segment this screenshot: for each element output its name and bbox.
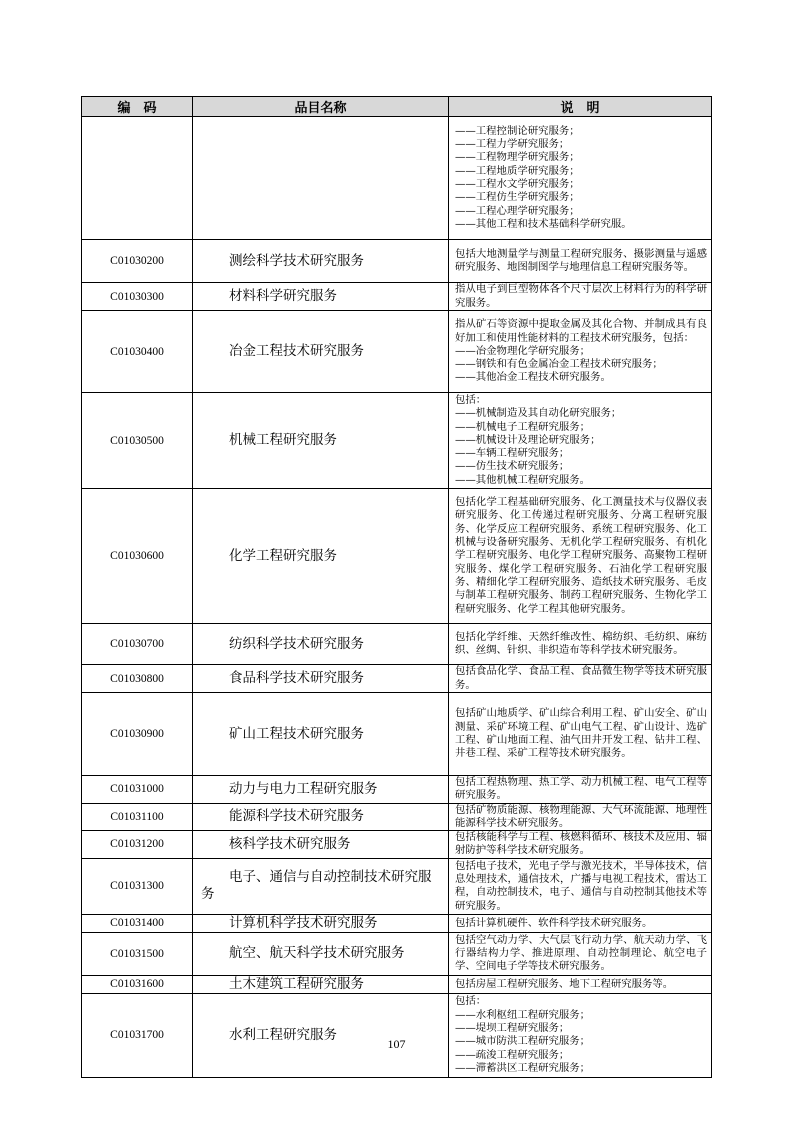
- table-row: [82, 932, 712, 975]
- item-code: C01031300: [82, 858, 193, 914]
- description-text: 包括工程热物理、热工学、动力机械工程、电气工程等研究服务。: [455, 776, 707, 802]
- item-description: [449, 240, 712, 283]
- item-name: 能源科学技术研究服务: [193, 803, 449, 831]
- item-name: 材料科学研究服务: [193, 283, 449, 311]
- item-description: [449, 803, 712, 831]
- item-code: C01030700: [82, 624, 193, 665]
- description-list-item: ——城市防洪工程研究服务；: [455, 1035, 591, 1048]
- item-description: [449, 393, 712, 489]
- description-text: 指从电子到巨型物体各个尺寸层次上材料行为的科学研究服务。: [455, 283, 707, 309]
- item-name: 土木建筑工程研究服务: [193, 975, 449, 993]
- item-name: 测绘科学技术研究服务: [193, 240, 449, 283]
- item-code: [82, 117, 193, 240]
- table-row: [82, 311, 712, 393]
- table-row: [82, 776, 712, 804]
- description-list-item: ——仿生技术研究服务；: [455, 460, 570, 473]
- table-row: [82, 665, 712, 693]
- item-description: [449, 858, 712, 914]
- description-list-item: ——机械电子工程研究服务；: [455, 420, 591, 433]
- table-row: [82, 831, 712, 859]
- description-list-item: ——冶金物理化学研究服务；: [455, 344, 591, 357]
- item-code: C01031200: [82, 831, 193, 859]
- item-code: C01031000: [82, 776, 193, 804]
- item-description: [449, 117, 712, 240]
- description-text: 包括房屋工程研究服务、地下工程研究服务等。: [455, 977, 674, 990]
- item-name: 动力与电力工程研究服务: [193, 776, 449, 804]
- item-description: [449, 993, 712, 1077]
- description-list-item: ——工程力学研究服务；: [455, 138, 570, 151]
- item-description: [449, 914, 712, 932]
- description-list-item: ——工程物理学研究服务；: [455, 151, 580, 164]
- table-row: [82, 283, 712, 311]
- description-list-item: ——机械设计及理论研究服务；: [455, 433, 601, 446]
- description-text: 包括计算机硬件、软件科学技术研究服务。: [455, 916, 653, 929]
- item-name: 冶金工程技术研究服务: [193, 311, 449, 393]
- item-code: C01030900: [82, 693, 193, 776]
- item-description: [449, 776, 712, 804]
- table-row: [82, 393, 712, 489]
- table-header-row: [82, 97, 712, 117]
- catalog-table: [81, 96, 712, 1078]
- header-code: 编 码: [82, 97, 193, 117]
- item-name: 矿山工程技术研究服务: [193, 693, 449, 776]
- item-description: [449, 975, 712, 993]
- description-text: 包括大地测量学与测量工程研究服务、摄影测量与遥感研究服务、地图制图学与地理信息工程研究服务等。: [455, 247, 707, 273]
- table-row: [82, 975, 712, 993]
- description-list-item: ——堤坝工程研究服务；: [455, 1021, 570, 1034]
- item-description: [449, 283, 712, 311]
- item-description: [449, 665, 712, 693]
- item-name: 水利工程研究服务: [193, 993, 449, 1077]
- table-row: [82, 624, 712, 665]
- description-list-item: ——疏浚工程研究服务；: [455, 1048, 570, 1061]
- item-code: C01031600: [82, 975, 193, 993]
- item-description: [449, 624, 712, 665]
- item-name: 机械工程研究服务: [193, 393, 449, 489]
- description-list-item: ——钢铁和有色金属冶金工程技术研究服务；: [455, 358, 663, 371]
- description-list-item: ——滞蓄洪区工程研究服务；: [455, 1061, 591, 1074]
- item-code: C01030500: [82, 393, 193, 489]
- item-name: 航空、航天科学技术研究服务: [193, 932, 449, 975]
- item-description: [449, 693, 712, 776]
- item-description: [449, 311, 712, 393]
- item-name: 计算机科学技术研究服务: [193, 914, 449, 932]
- description-text: 包括核能科学与工程、核燃料循环、核技术及应用、辐射防护等科学技术研究服务。: [455, 831, 707, 857]
- description-list-item: ——工程控制论研究服务；: [455, 124, 580, 137]
- description-list-item: ——工程水文学研究服务；: [455, 178, 580, 190]
- description-text: 包括矿物质能源、核物理能源、大气环流能源、地理性能源科学技术研究服务。: [455, 803, 707, 829]
- item-code: C01031400: [82, 914, 193, 932]
- description-list-item: ——机械制造及其自动化研究服务；: [455, 407, 622, 420]
- item-code: C01030200: [82, 240, 193, 283]
- description-list-item: ——水利枢纽工程研究服务；: [455, 1008, 591, 1021]
- item-code: C01030600: [82, 489, 193, 624]
- description-text: 指从矿石等资源中提取金属及其化合物、并制成具有良好加工和使用性能材料的工程技术研究服务，包括：: [455, 318, 707, 344]
- description-text: 包括：: [455, 995, 487, 1008]
- table-row: [82, 489, 712, 624]
- description-list-item: ——车辆工程研究服务；: [455, 447, 570, 460]
- item-name: 化学工程研究服务: [193, 489, 449, 624]
- description-text: 包括化学工程基础研究服务、化工测量技术与仪器仪表研究服务、化工传递过程研究服务、分离工程研究服务、化学反应工程研究服务、系统工程研究服务、化工机械与设备研究服务、无机化学工程研究服务、有机化学工程研究服务、电化学工程研究服务、高聚物工程研究服务、煤化学工程研究服务、石油化学工程研究服务、精细化学工程研究服务、造纸技术研究服务、毛皮与制革工程研究服务、制药工程研究服务、生物化学工程研究服务、化学工程其他研究服务。: [455, 496, 707, 615]
- table-row: [82, 993, 712, 1077]
- table-row: [82, 240, 712, 283]
- description-text: 包括化学纤维、天然纤维改性、棉纺织、毛纺织、麻纺织、丝绸、针织、非织造布等科学技术研究服务。: [455, 630, 707, 656]
- table-row: [82, 117, 712, 240]
- item-description: [449, 831, 712, 859]
- catalog-table-page: [81, 96, 711, 1078]
- description-list-item: ——工程仿生学研究服务；: [455, 191, 580, 204]
- description-text: 包括空气动力学、大气层飞行动力学、航天动力学、飞行器结构力学、推进原理、自动控制理论、航空电子学、空间电子学等技术研究服务。: [455, 933, 707, 973]
- description-list-item: ——其他机械工程研究服务。: [455, 473, 591, 486]
- item-description: [449, 932, 712, 975]
- item-code: C01030800: [82, 665, 193, 693]
- item-name: 纺织科学技术研究服务: [193, 624, 449, 665]
- item-name: 电子、通信与自动控制技术研究服务: [193, 858, 449, 914]
- item-code: C01030400: [82, 311, 193, 393]
- item-code: C01031500: [82, 932, 193, 975]
- table-row: [82, 858, 712, 914]
- description-text: 包括电子技术，光电子学与激光技术，半导体技术，信息处理技术，通信技术，广播与电视工程技术，雷达工程，自动控制技术，电子、通信与自动控制其他技术等研究服务。: [455, 859, 707, 912]
- table-row: [82, 693, 712, 776]
- table-row: [82, 914, 712, 932]
- description-text: 包括食品化学、食品工程、食品微生物学等技术研究服务。: [455, 665, 707, 691]
- description-list-item: ——工程地质学研究服务；: [455, 164, 580, 177]
- item-name: 核科学技术研究服务: [193, 831, 449, 859]
- item-name: 食品科学技术研究服务: [193, 665, 449, 693]
- item-code: C01031700: [82, 993, 193, 1077]
- description-text: 包括：: [455, 393, 487, 406]
- header-desc: 说 明: [449, 97, 712, 117]
- description-text: 包括矿山地质学、矿山综合利用工程、矿山安全、矿山测量、采矿环境工程、矿山电气工程、矿山设计、选矿工程、矿山地面工程、油气田井开发工程、钻井工程、井巷工程、采矿工程等技术研究服务。: [455, 707, 707, 760]
- item-description: [449, 489, 712, 624]
- description-list-item: ——其他工程和技术基础科学研究服。: [455, 217, 632, 230]
- item-name: [193, 117, 449, 240]
- header-name: 品目名称: [193, 97, 449, 117]
- item-code: C01031100: [82, 803, 193, 831]
- item-code: C01030300: [82, 283, 193, 311]
- description-list-item: ——其他冶金工程技术研究服务。: [455, 371, 611, 384]
- page-number: 107: [387, 1037, 406, 1051]
- table-row: [82, 803, 712, 831]
- description-list-item: ——工程心理学研究服务；: [455, 204, 580, 217]
